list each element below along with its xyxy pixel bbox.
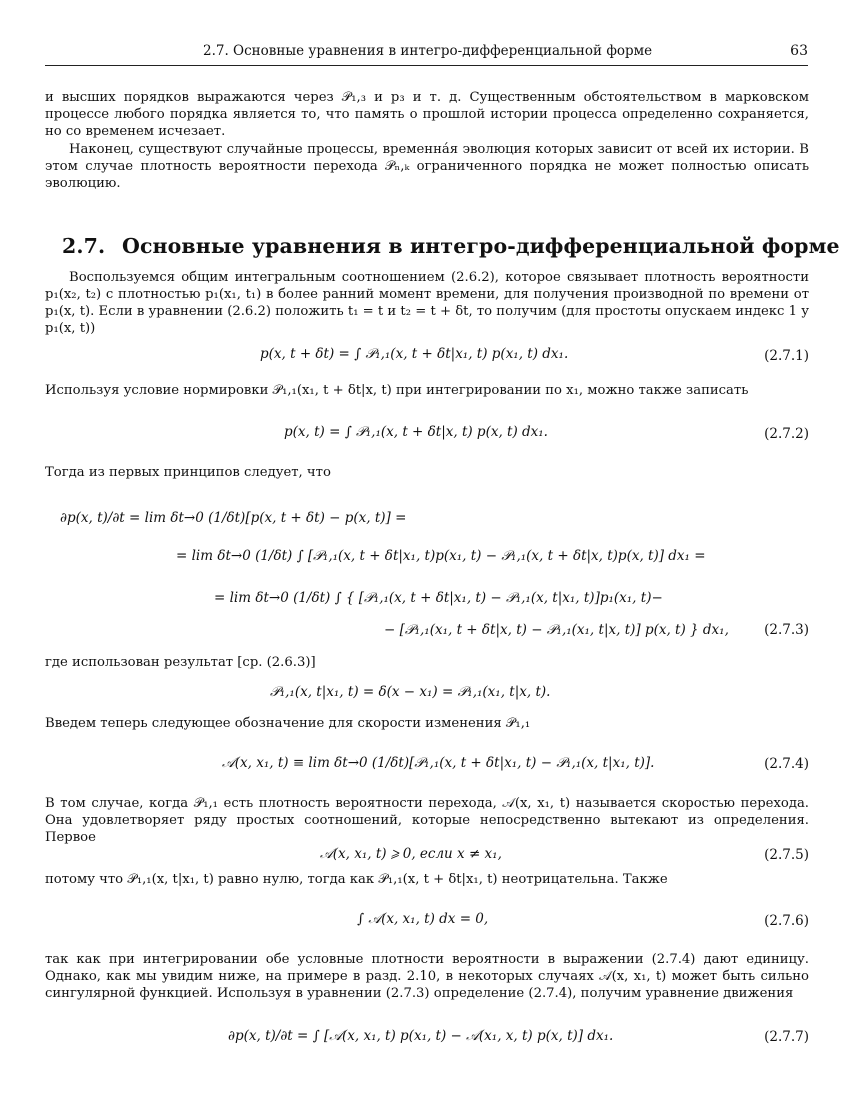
paragraph-8: В том случае, когда 𝒫₁,₁ есть плотность вероятности перехода, 𝒜(x, x₁, t) называется скоростью перехода. Она удовлетворяет ряду простых соотношений, которые непосредственно вытекают из определения. Первое xyxy=(45,796,809,845)
section-heading xyxy=(62,234,840,258)
header-section-title: 2.7. Основные уравнения в интегро-дифференциальной форме xyxy=(203,43,653,59)
equation-2-7-4: 𝒜(x, x₁, t) ≡ lim δt→0 (1/δt)[𝒫₁,₁(x, t + δt|x₁, t) − 𝒫₁,₁(x, t|x₁, t)]. xyxy=(222,755,655,771)
equation-2-7-2: p(x, t) = ∫ 𝒫₁,₁(x, t + δt|x, t) p(x, t) dx₁. xyxy=(284,424,548,440)
section-title: Основные уравнения в интегро-дифференциальной форме xyxy=(122,234,840,258)
equation-number-2-7-7: (2.7.7) xyxy=(764,1029,809,1045)
equation-2-7-3-line-1: ∂p(x, t)/∂t = lim δt→0 (1/δt)[p(x, t + δt) − p(x, t)] = xyxy=(60,510,407,526)
paragraph-5: Тогда из первых принципов следует, что xyxy=(45,465,331,480)
equation-2-7-3-line-4: − [𝒫₁,₁(x₁, t + δt|x, t) − 𝒫₁,₁(x₁, t|x, t)] p(x, t) } dx₁, xyxy=(384,622,729,638)
equation-2-7-1: p(x, t + δt) = ∫ 𝒫₁,₁(x, t + δt|x₁, t) p(x₁, t) dx₁. xyxy=(260,346,569,362)
paragraph-6: где использован результат [ср. (2.6.3)] xyxy=(45,655,316,670)
page-number: 63 xyxy=(790,43,808,59)
equation-2-7-5: 𝒜(x, x₁, t) ⩾ 0, если x ≠ x₁, xyxy=(320,846,502,862)
equation-2-7-3-line-2: = lim δt→0 (1/δt) ∫ [𝒫₁,₁(x, t + δt|x₁, t)p(x₁, t) − 𝒫₁,₁(x, t + δt|x, t)p(x, t)] dx₁ = xyxy=(176,548,706,564)
equation-number-2-7-5: (2.7.5) xyxy=(764,847,809,863)
equation-number-2-7-1: (2.7.1) xyxy=(764,348,809,364)
paragraph-1: и высших порядков выражаются через 𝒫₁,₃ и p₃ и т. д. Существенным обстоятельством в марковском процессе любого порядка является то, что память о прошлой истории процесса определенно сохраняется, но со временем исчезает. xyxy=(45,90,809,139)
equation-delta-identity: 𝒫₁,₁(x, t|x₁, t) = δ(x − x₁) = 𝒫₁,₁(x₁, t|x, t). xyxy=(270,684,551,700)
equation-number-2-7-2: (2.7.2) xyxy=(764,426,809,442)
paragraph-2: Наконец, существуют случайные процессы, временнáя эволюция которых зависит от всей их истории. В этом случае плотность вероятности перехода 𝒫ₙ,ₖ ограниченного порядка не может полностью описать эволюцию. xyxy=(45,142,809,191)
equation-2-7-3-line-3: = lim δt→0 (1/δt) ∫ { [𝒫₁,₁(x, t + δt|x₁, t) − 𝒫₁,₁(x, t|x₁, t)]p₁(x₁, t)− xyxy=(214,590,663,606)
paragraph-9: потому что 𝒫₁,₁(x, t|x₁, t) равно нулю, тогда как 𝒫₁,₁(x, t + δt|x₁, t) неотрицательна. Также xyxy=(45,872,668,887)
equation-2-7-6: ∫ 𝒜(x, x₁, t) dx = 0, xyxy=(357,911,489,927)
paragraph-10: так как при интегрировании обе условные плотности вероятности в выражении (2.7.4) дают единицу. Однако, как мы увидим ниже, на примере в разд. 2.10, в некоторых случаях 𝒜(x, x₁, t) может быть сильно сингулярной функцией. Используя в уравнении (2.7.3) определение (2.7.4), получим уравнение движения xyxy=(45,952,809,1001)
paragraph-4: Используя условие нормировки 𝒫₁,₁(x₁, t + δt|x, t) при интегрировании по x₁, можно также записать xyxy=(45,383,749,398)
equation-number-2-7-6: (2.7.6) xyxy=(764,913,809,929)
paragraph-3: Воспользуемся общим интегральным соотношением (2.6.2), которое связывает плотность вероятности p₁(x₂, t₂) с плотностью p₁(x₁, t₁) в более ранний момент времени, для получения производной по времени от p₁(x, t). Если в уравнении (2.6.2) положить t₁ = t и t₂ = t + δt, то получим (для простоты опускаем индекс 1 у p₁(x, t)) xyxy=(45,270,809,336)
equation-number-2-7-4: (2.7.4) xyxy=(764,756,809,772)
equation-2-7-7: ∂p(x, t)/∂t = ∫ [𝒜(x, x₁, t) p(x₁, t) − 𝒜(x₁, x, t) p(x, t)] dx₁. xyxy=(228,1028,614,1044)
equation-number-2-7-3: (2.7.3) xyxy=(764,622,809,638)
paragraph-7: Введем теперь следующее обозначение для скорости изменения 𝒫₁,₁ xyxy=(45,716,531,731)
section-number: 2.7. xyxy=(62,234,106,258)
running-header xyxy=(45,43,808,66)
